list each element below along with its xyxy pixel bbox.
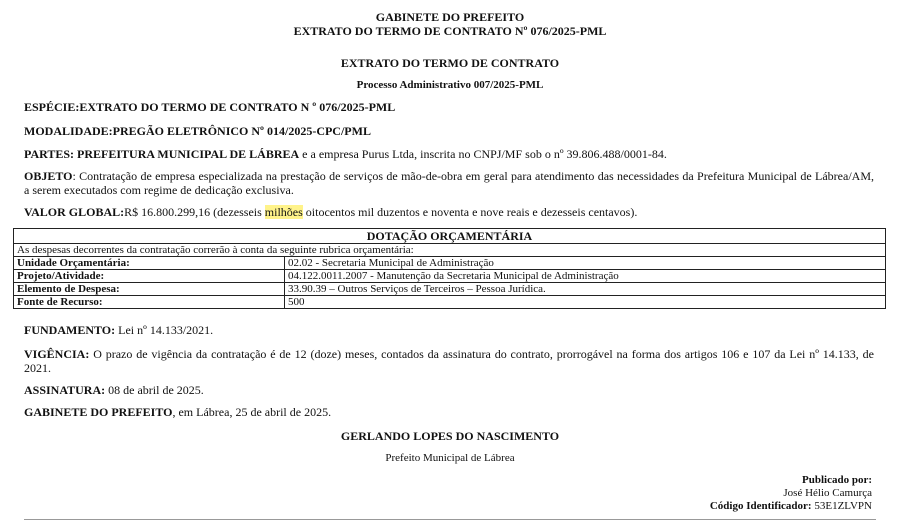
assinatura-value: 08 de abril de 2025.	[105, 383, 204, 397]
especie-line	[24, 100, 874, 114]
bottom-divider	[24, 519, 876, 520]
valor-before: R$ 16.800.299,16 (dezesseis	[124, 205, 265, 219]
row-label: Elemento de Despesa:	[14, 283, 285, 296]
dotacao-title: DOTAÇÃO ORÇAMENTÁRIA	[14, 229, 886, 244]
objeto-text: : Contratação de empresa especializada na prestação de serviços de mão-de-obra em geral para atendimento das necessidades da Prefeitura Municipal de Lábrea/AM, a serem executados com regime de dedicação exclusiva.	[24, 169, 874, 197]
row-label: Fonte de Recurso:	[14, 296, 285, 309]
row-value: 500	[285, 296, 886, 309]
objeto-label: OBJETO	[24, 169, 73, 183]
objeto-paragraph	[24, 169, 874, 197]
row-label: Unidade Orçamentária:	[14, 257, 285, 270]
especie-value: EXTRATO DO TERMO DE CONTRATO N º 076/2025-PML	[79, 100, 396, 114]
dotacao-header-row	[14, 229, 886, 244]
vigencia-paragraph	[24, 347, 874, 375]
signature-name: GERLANDO LOPES DO NASCIMENTO	[340, 429, 560, 443]
valor-after: oitocentos mil duzentos e noventa e nove reais e dezesseis centavos).	[302, 205, 638, 219]
gabinete-value: , em Lábrea, 25 de abril de 2025.	[172, 405, 332, 419]
modalidade-line	[24, 124, 874, 138]
publication-name: José Hélio Camurça	[783, 487, 872, 499]
fundamento-value: Lei nº 14.133/2021.	[115, 323, 214, 337]
partes-label: PARTES:	[24, 147, 75, 161]
valor-highlight: milhões	[264, 205, 303, 219]
assinatura-line	[24, 383, 874, 397]
valor-line	[24, 205, 874, 219]
row-value: 33.90.39 – Outros Serviços de Terceiros – Pessoa Jurídica.	[285, 283, 886, 296]
dotacao-intro-row	[14, 244, 886, 257]
fundamento-label: FUNDAMENTO:	[24, 323, 116, 337]
vigencia-label: VIGÊNCIA:	[24, 347, 90, 361]
table-row	[14, 283, 886, 296]
partes-line	[24, 147, 874, 161]
header-office: GABINETE DO PREFEITO	[375, 10, 525, 24]
signature-role: Prefeito Municipal de Lábrea	[385, 452, 515, 464]
process-number: Processo Administrativo 007/2025-PML	[356, 79, 544, 91]
header-title: EXTRATO DO TERMO DE CONTRATO Nº 076/2025-PML	[293, 24, 607, 38]
publication-code-label: Código Identificador:	[709, 500, 812, 512]
valor-label: VALOR GLOBAL:	[24, 205, 125, 219]
fundamento-line	[24, 323, 874, 337]
publication-code: 53E1ZLVPN	[814, 500, 872, 512]
table-row	[14, 257, 886, 270]
publication-code-line	[710, 500, 872, 513]
row-value: 04.122.0011.2007 - Manutenção da Secretaria Municipal de Administração	[285, 270, 886, 283]
modalidade-value: PREGÃO ELETRÔNICO Nº 014/2025-CPC/PML	[112, 124, 371, 138]
assinatura-label: ASSINATURA:	[24, 383, 106, 397]
publication-label: Publicado por:	[802, 474, 872, 486]
vigencia-text: O prazo de vigência da contratação é de 12 (doze) meses, contados da assinatura do contrato, prorrogável na forma dos artigos 106 e 107 da Lei nº 14.133, de 2021.	[24, 347, 874, 375]
modalidade-label: MODALIDADE:	[24, 124, 113, 138]
row-value: 02.02 - Secretaria Municipal de Administração	[285, 257, 886, 270]
partes-party1: PREFEITURA MUNICIPAL DE LÁBREA	[77, 147, 300, 161]
gabinete-line	[24, 405, 874, 419]
gabinete-label: GABINETE DO PREFEITO	[24, 405, 173, 419]
dotacao-intro: As despesas decorrentes da contratação correrão à conta da seguinte rubrica orçamentária:	[14, 244, 886, 257]
row-label: Projeto/Atividade:	[14, 270, 285, 283]
dotacao-table	[13, 228, 886, 309]
partes-rest: e a empresa Purus Ltda, inscrita no CNPJ/MF sob o nº 39.806.488/0001-84.	[299, 147, 667, 161]
table-row	[14, 270, 886, 283]
section-title: EXTRATO DO TERMO DE CONTRATO	[340, 56, 560, 70]
table-row	[14, 296, 886, 309]
especie-label: ESPÉCIE:	[24, 100, 80, 114]
